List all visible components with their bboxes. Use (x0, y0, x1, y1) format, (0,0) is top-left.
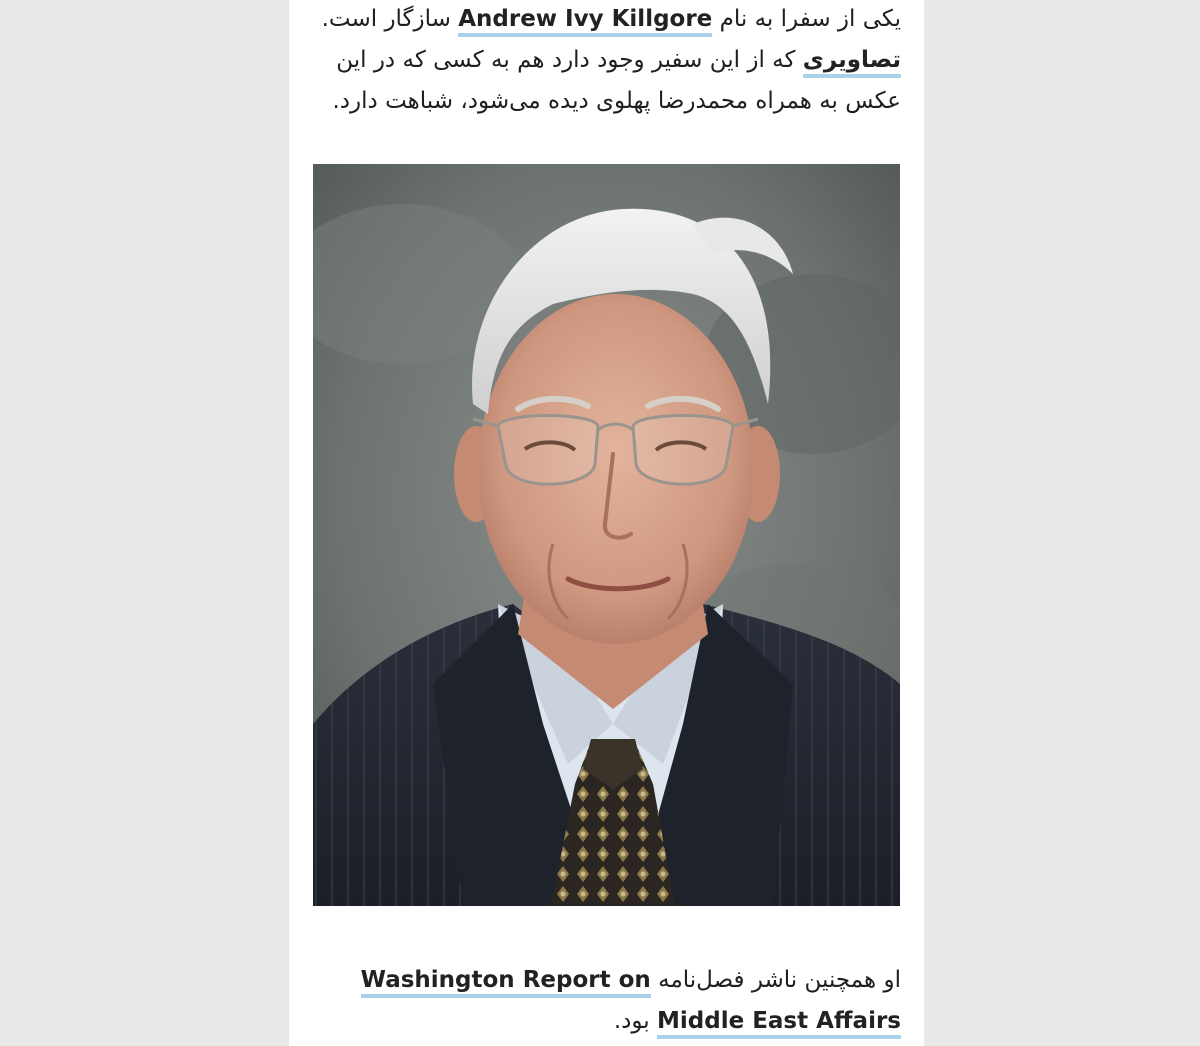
link-andrew-ivy-killgore[interactable]: Andrew Ivy Killgore (458, 6, 712, 37)
paragraph-text: که از این سفیر وجود دارد هم به کسی که در این عکس به همراه محمدرضا پهلوی دیده می‌شود، شباهت دارد. (332, 47, 901, 114)
link-images[interactable]: تصاویری (803, 47, 901, 78)
portrait-photo (313, 164, 900, 906)
paragraph-text: سازگار است. (321, 6, 459, 32)
article-column (289, 0, 924, 1046)
link-washington-report[interactable]: Washington Report on Middle East Affairs (361, 967, 901, 1039)
article-paragraph-killgore (313, 0, 901, 122)
article-paragraph-publisher (313, 960, 901, 1042)
paragraph-text: بود. (613, 1008, 658, 1034)
paragraph-text: او همچنین ناشر فصل‌نامه (650, 967, 901, 993)
paragraph-text: یکی از سفرا به نام (712, 6, 901, 32)
